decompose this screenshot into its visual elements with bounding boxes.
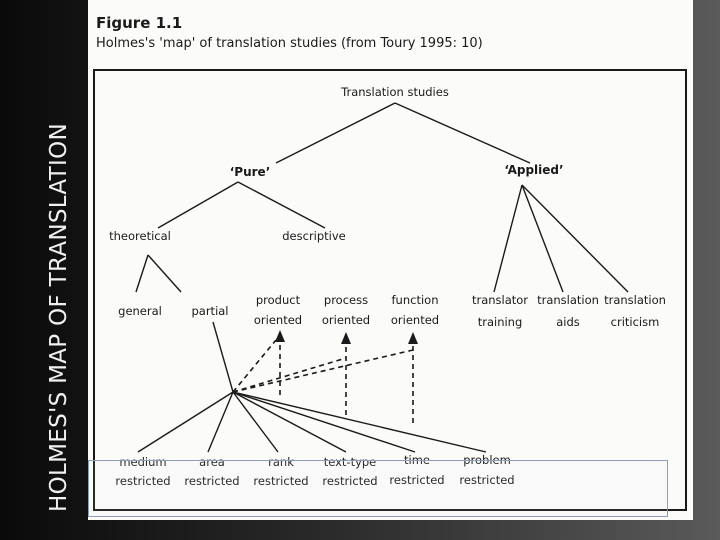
edge-theoretical-partial bbox=[148, 255, 181, 292]
node-process-line2: oriented bbox=[321, 313, 371, 327]
edge-partial-hub bbox=[213, 322, 233, 392]
node-translation-aids-line1: translation bbox=[537, 293, 599, 307]
edge-hub-time bbox=[233, 392, 415, 452]
edge-hub-area bbox=[208, 392, 233, 452]
edge-root-applied bbox=[395, 103, 530, 163]
highlight-box bbox=[88, 460, 668, 517]
figure-caption: Holmes's 'map' of translation studies (from Toury 1995: 10) bbox=[96, 36, 483, 51]
node-area-line1: area bbox=[199, 455, 225, 469]
edge-applied-criticism bbox=[522, 185, 628, 292]
node-process-line1: process bbox=[323, 293, 369, 307]
edge-applied-aids bbox=[522, 185, 563, 292]
edge-hub-function-a bbox=[233, 350, 413, 392]
arrowhead-process bbox=[341, 332, 351, 344]
node-text-type-line2: restricted bbox=[322, 474, 378, 488]
arrowhead-function bbox=[408, 332, 418, 344]
node-rank-line2: restricted bbox=[253, 474, 309, 488]
node-rank-line1: rank bbox=[268, 455, 294, 469]
node-theoretical: theoretical bbox=[109, 229, 171, 243]
node-product-line2: oriented bbox=[253, 313, 303, 327]
arrowhead-product bbox=[275, 330, 285, 342]
node-medium-line1: medium bbox=[119, 455, 167, 469]
edge-applied-training bbox=[494, 185, 522, 292]
node-medium-line2: restricted bbox=[115, 474, 171, 488]
node-problem-line1: problem bbox=[463, 453, 511, 467]
edge-pure-descriptive bbox=[238, 182, 325, 228]
slide-title: HOLMES'S MAP OF TRANSLATION bbox=[46, 123, 72, 512]
node-function-line2: oriented bbox=[390, 313, 440, 327]
diagram-edges bbox=[136, 103, 628, 452]
node-translator-training-line2: training bbox=[477, 315, 523, 329]
node-area-line2: restricted bbox=[184, 474, 240, 488]
edge-hub-process-a bbox=[233, 358, 346, 392]
edge-theoretical-general bbox=[136, 255, 148, 292]
node-partial: partial bbox=[191, 304, 229, 318]
diagram-nodes bbox=[109, 85, 666, 488]
edge-root-pure bbox=[276, 103, 395, 163]
node-pure: ‘Pure’ bbox=[229, 165, 271, 179]
node-translator-training-line1: translator bbox=[471, 293, 529, 307]
node-product-line1: product bbox=[255, 293, 301, 307]
node-translation-criticism-line2: criticism bbox=[610, 315, 660, 329]
node-translation-studies: Translation studies bbox=[341, 85, 449, 99]
figure-panel bbox=[88, 0, 693, 520]
node-time-line2: restricted bbox=[389, 473, 445, 487]
edge-hub-texttype bbox=[233, 392, 346, 452]
edge-pure-theoretical bbox=[158, 182, 238, 228]
node-text-type-line1: text-type bbox=[323, 455, 377, 469]
node-general: general bbox=[118, 304, 162, 318]
node-problem-line2: restricted bbox=[459, 473, 515, 487]
figure-number: Figure 1.1 bbox=[96, 14, 183, 32]
node-descriptive: descriptive bbox=[282, 229, 346, 243]
node-translation-aids-line2: aids bbox=[556, 315, 580, 329]
map-diagram bbox=[88, 0, 693, 520]
node-time-line1: time bbox=[404, 453, 430, 467]
node-translation-criticism-line1: translation bbox=[604, 293, 666, 307]
node-applied: ‘Applied’ bbox=[504, 163, 564, 177]
edge-hub-medium bbox=[138, 392, 233, 452]
node-function-line1: function bbox=[391, 293, 439, 307]
